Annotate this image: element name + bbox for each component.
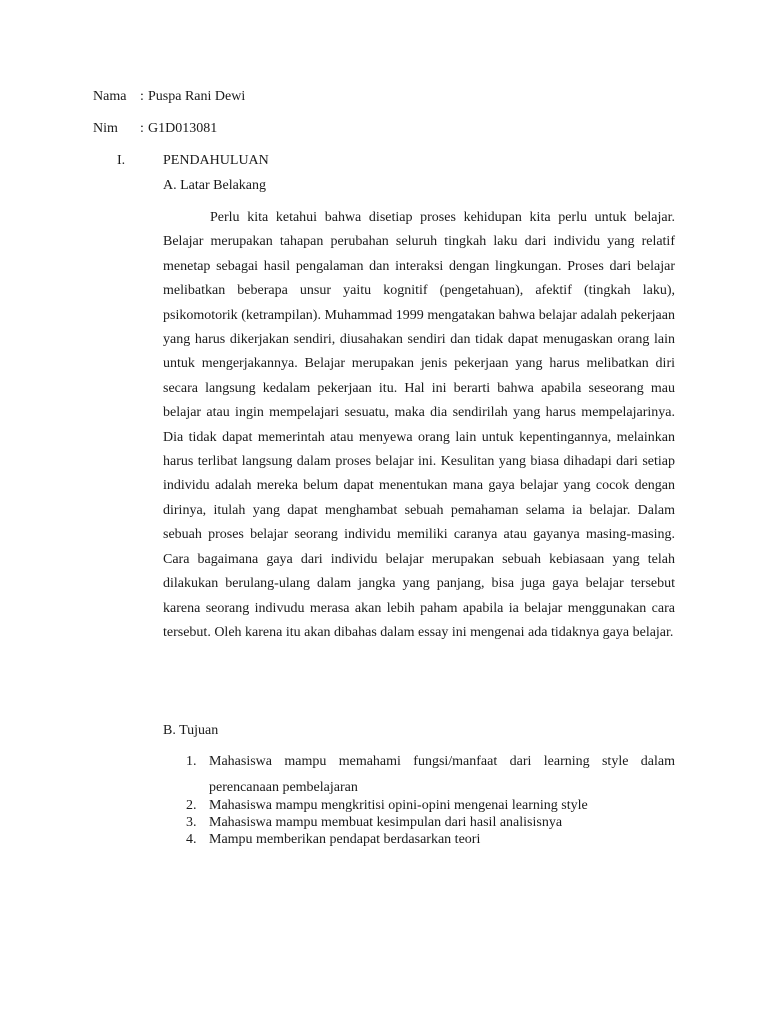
nim-label: Nim bbox=[93, 121, 118, 136]
list-item-number: 3. bbox=[186, 815, 197, 830]
nim-value: G1D013081 bbox=[148, 121, 218, 136]
name-label: Nama bbox=[93, 89, 127, 104]
list-item bbox=[163, 814, 675, 831]
subsection-a-title: A. Latar Belakang bbox=[163, 178, 267, 193]
section-numeral: I. bbox=[117, 153, 126, 168]
list-item-number: 4. bbox=[186, 832, 197, 847]
body-paragraph: Perlu kita ketahui bahwa disetiap proses kehidupan kita perlu untuk belajar. Belajar merupakan tahapan perubahan seluruh tingkah laku dari individu yang relatif menetap sebagai hasil pengalaman dan interaksi dengan lingkungan. Proses dari belajar melibatkan beberapa unsur yaitu kognitif (pengetahuan), afektif (tingkah laku), psikomotorik (ketrampilan). Muhammad 1999 mengatakan bahwa belajar adalah pekerjaan yang harus dikerjakan sendiri, diusahakan sendiri dan tidak dapat menugaskan orang lain untuk mengerjakannya. Belajar merupakan jenis pekerjaan yang harus melibatkan diri secara langsung kedalam pekerjaan itu. Hal ini berarti bahwa apabila seseorang mau belajar atau ingin mempelajari sesuatu, maka dia sendirilah yang harus mempelajarinya. Dia tidak dapat memerintah atau menyewa orang lain untuk kepentingannya, melainkan harus terlibat langsung dalam proses belajar ini. Kesulitan yang biasa dihadapi dari setiap individu adalah mereka belum dapat menentukan mana gaya belajar yang cocok dengan dirinya, itulah yang dapat menghambat sebuah pemahaman selama ia belajar. Dalam sebuah proses belajar seorang individu memiliki caranya atau gayanya masing-masing. Cara bagaimana gaya dari individu belajar merupakan sebuah kebiasaan yang telah dilakukan berulang-ulang dalam jangka yang panjang, bisa juga gaya belajar tersebut karena seorang indivudu merasa akan lebih paham apabila ia belajar menggunakan cara tersebut. Oleh karena itu akan dibahas dalam essay ini mengenai ada tidaknya gaya belajar. bbox=[163, 210, 675, 640]
list-item bbox=[163, 797, 675, 814]
list-item-text: Mahasiswa mampu memahami fungsi/manfaat dari learning style dalam perencanaan pembelajaran bbox=[209, 754, 675, 795]
name-value: Puspa Rani Dewi bbox=[148, 89, 246, 104]
name-colon: : bbox=[140, 89, 144, 104]
list-item-text: Mampu memberikan pendapat berdasarkan teori bbox=[209, 832, 481, 847]
list-item-number: 2. bbox=[186, 798, 197, 813]
goals-list bbox=[163, 749, 675, 848]
section-title: PENDAHULUAN bbox=[163, 153, 269, 168]
list-item-text: Mahasiswa mampu mengkritisi opini-opini mengenai learning style bbox=[209, 798, 588, 813]
list-item-text: Mahasiswa mampu membuat kesimpulan dari hasil analisisnya bbox=[209, 815, 563, 830]
nim-colon: : bbox=[140, 121, 144, 136]
list-item-number: 1. bbox=[186, 754, 197, 769]
subsection-b-title: B. Tujuan bbox=[163, 723, 219, 738]
list-item bbox=[163, 831, 675, 848]
list-item bbox=[163, 749, 675, 801]
